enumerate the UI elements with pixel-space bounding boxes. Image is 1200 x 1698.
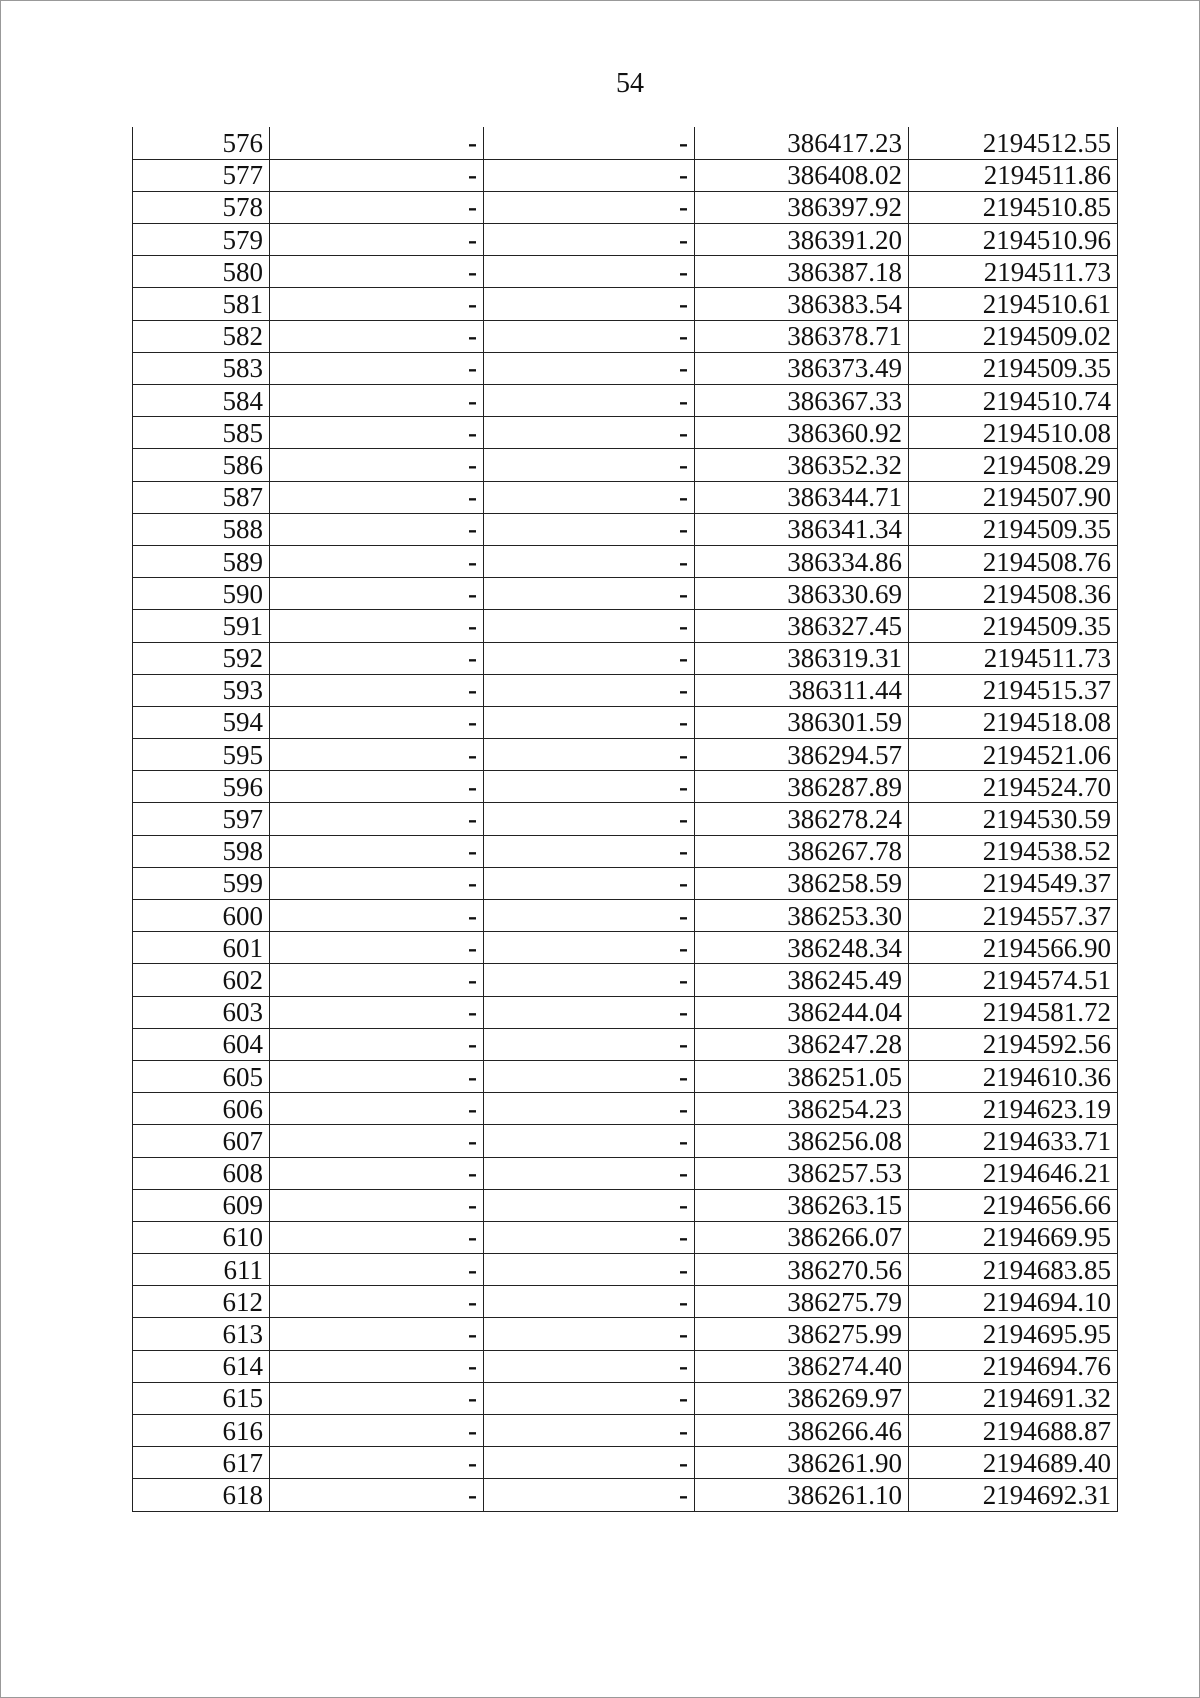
- point-number-cell: 601: [133, 932, 270, 964]
- point-number-cell: 577: [133, 159, 270, 191]
- point-number-cell: 581: [133, 288, 270, 320]
- empty-value-cell: -: [484, 417, 695, 449]
- x-coordinate-cell: 386319.31: [695, 642, 909, 674]
- empty-value-cell: -: [484, 835, 695, 867]
- point-number-cell: 585: [133, 417, 270, 449]
- empty-value-cell: -: [270, 739, 484, 771]
- x-coordinate-cell: 386391.20: [695, 224, 909, 256]
- empty-value-cell: -: [484, 867, 695, 899]
- x-coordinate-cell: 386278.24: [695, 803, 909, 835]
- empty-value-cell: -: [270, 1060, 484, 1092]
- point-number-cell: 607: [133, 1125, 270, 1157]
- y-coordinate-cell: 2194508.76: [909, 545, 1118, 577]
- empty-value-cell: -: [484, 964, 695, 996]
- x-coordinate-cell: 386275.99: [695, 1318, 909, 1350]
- empty-value-cell: -: [484, 191, 695, 223]
- empty-value-cell: -: [484, 610, 695, 642]
- point-number-cell: 618: [133, 1479, 270, 1511]
- table-row: [133, 352, 1118, 384]
- table-row: [133, 739, 1118, 771]
- page-number: 54: [616, 68, 644, 99]
- table-row: [133, 320, 1118, 352]
- empty-value-cell: -: [270, 513, 484, 545]
- empty-value-cell: -: [484, 1479, 695, 1511]
- y-coordinate-cell: 2194574.51: [909, 964, 1118, 996]
- x-coordinate-cell: 386378.71: [695, 320, 909, 352]
- empty-value-cell: -: [270, 932, 484, 964]
- y-coordinate-cell: 2194592.56: [909, 1028, 1118, 1060]
- empty-value-cell: -: [484, 159, 695, 191]
- y-coordinate-cell: 2194689.40: [909, 1447, 1118, 1479]
- table-row: [133, 159, 1118, 191]
- empty-value-cell: -: [484, 1060, 695, 1092]
- table-row: [133, 1318, 1118, 1350]
- empty-value-cell: -: [484, 642, 695, 674]
- y-coordinate-cell: 2194518.08: [909, 706, 1118, 738]
- x-coordinate-cell: 386397.92: [695, 191, 909, 223]
- empty-value-cell: -: [484, 1189, 695, 1221]
- point-number-cell: 606: [133, 1093, 270, 1125]
- y-coordinate-cell: 2194511.73: [909, 642, 1118, 674]
- empty-value-cell: -: [270, 224, 484, 256]
- y-coordinate-cell: 2194510.08: [909, 417, 1118, 449]
- empty-value-cell: -: [484, 256, 695, 288]
- empty-value-cell: -: [484, 545, 695, 577]
- empty-value-cell: -: [270, 417, 484, 449]
- point-number-cell: 613: [133, 1318, 270, 1350]
- empty-value-cell: -: [270, 803, 484, 835]
- point-number-cell: 593: [133, 674, 270, 706]
- x-coordinate-cell: 386311.44: [695, 674, 909, 706]
- point-number-cell: 603: [133, 996, 270, 1028]
- y-coordinate-cell: 2194691.32: [909, 1382, 1118, 1414]
- y-coordinate-cell: 2194530.59: [909, 803, 1118, 835]
- empty-value-cell: -: [270, 771, 484, 803]
- y-coordinate-cell: 2194511.86: [909, 159, 1118, 191]
- point-number-cell: 609: [133, 1189, 270, 1221]
- y-coordinate-cell: 2194633.71: [909, 1125, 1118, 1157]
- empty-value-cell: -: [270, 1318, 484, 1350]
- point-number-cell: 588: [133, 513, 270, 545]
- table-row: [133, 706, 1118, 738]
- x-coordinate-cell: 386334.86: [695, 545, 909, 577]
- empty-value-cell: -: [270, 610, 484, 642]
- y-coordinate-cell: 2194524.70: [909, 771, 1118, 803]
- point-number-cell: 602: [133, 964, 270, 996]
- table-row: [133, 996, 1118, 1028]
- point-number-cell: 611: [133, 1254, 270, 1286]
- x-coordinate-cell: 386352.32: [695, 449, 909, 481]
- x-coordinate-cell: 386253.30: [695, 900, 909, 932]
- empty-value-cell: -: [484, 803, 695, 835]
- table-row: [133, 578, 1118, 610]
- point-number-cell: 604: [133, 1028, 270, 1060]
- empty-value-cell: -: [270, 835, 484, 867]
- y-coordinate-cell: 2194695.95: [909, 1318, 1118, 1350]
- y-coordinate-cell: 2194515.37: [909, 674, 1118, 706]
- table-row: [133, 964, 1118, 996]
- table-row: [133, 288, 1118, 320]
- y-coordinate-cell: 2194694.10: [909, 1286, 1118, 1318]
- table-row: [133, 191, 1118, 223]
- table-row: [133, 1125, 1118, 1157]
- coordinates-table-body: [133, 127, 1118, 1511]
- empty-value-cell: -: [484, 932, 695, 964]
- empty-value-cell: -: [270, 674, 484, 706]
- point-number-cell: 614: [133, 1350, 270, 1382]
- table-row: [133, 803, 1118, 835]
- x-coordinate-cell: 386251.05: [695, 1060, 909, 1092]
- empty-value-cell: -: [270, 996, 484, 1028]
- empty-value-cell: -: [484, 578, 695, 610]
- empty-value-cell: -: [270, 1157, 484, 1189]
- empty-value-cell: -: [484, 1318, 695, 1350]
- empty-value-cell: -: [270, 1189, 484, 1221]
- x-coordinate-cell: 386275.79: [695, 1286, 909, 1318]
- point-number-cell: 578: [133, 191, 270, 223]
- x-coordinate-cell: 386257.53: [695, 1157, 909, 1189]
- x-coordinate-cell: 386341.34: [695, 513, 909, 545]
- y-coordinate-cell: 2194549.37: [909, 867, 1118, 899]
- y-coordinate-cell: 2194646.21: [909, 1157, 1118, 1189]
- empty-value-cell: -: [270, 1221, 484, 1253]
- empty-value-cell: -: [484, 320, 695, 352]
- empty-value-cell: -: [484, 1254, 695, 1286]
- table-row: [133, 610, 1118, 642]
- y-coordinate-cell: 2194538.52: [909, 835, 1118, 867]
- y-coordinate-cell: 2194683.85: [909, 1254, 1118, 1286]
- x-coordinate-cell: 386373.49: [695, 352, 909, 384]
- y-coordinate-cell: 2194509.02: [909, 320, 1118, 352]
- x-coordinate-cell: 386294.57: [695, 739, 909, 771]
- x-coordinate-cell: 386263.15: [695, 1189, 909, 1221]
- empty-value-cell: -: [484, 706, 695, 738]
- point-number-cell: 617: [133, 1447, 270, 1479]
- point-number-cell: 591: [133, 610, 270, 642]
- empty-value-cell: -: [484, 739, 695, 771]
- table-row: [133, 1157, 1118, 1189]
- empty-value-cell: -: [270, 1479, 484, 1511]
- table-row: [133, 1382, 1118, 1414]
- point-number-cell: 598: [133, 835, 270, 867]
- y-coordinate-cell: 2194656.66: [909, 1189, 1118, 1221]
- x-coordinate-cell: 386344.71: [695, 481, 909, 513]
- empty-value-cell: -: [270, 127, 484, 159]
- y-coordinate-cell: 2194694.76: [909, 1350, 1118, 1382]
- point-number-cell: 580: [133, 256, 270, 288]
- point-number-cell: 592: [133, 642, 270, 674]
- x-coordinate-cell: 386274.40: [695, 1350, 909, 1382]
- point-number-cell: 590: [133, 578, 270, 610]
- point-number-cell: 595: [133, 739, 270, 771]
- y-coordinate-cell: 2194509.35: [909, 352, 1118, 384]
- x-coordinate-cell: 386261.90: [695, 1447, 909, 1479]
- x-coordinate-cell: 386244.04: [695, 996, 909, 1028]
- x-coordinate-cell: 386383.54: [695, 288, 909, 320]
- table-row: [133, 1093, 1118, 1125]
- empty-value-cell: -: [270, 449, 484, 481]
- table-row: [133, 1028, 1118, 1060]
- empty-value-cell: -: [484, 1221, 695, 1253]
- point-number-cell: 615: [133, 1382, 270, 1414]
- point-number-cell: 600: [133, 900, 270, 932]
- y-coordinate-cell: 2194508.36: [909, 578, 1118, 610]
- point-number-cell: 579: [133, 224, 270, 256]
- empty-value-cell: -: [270, 964, 484, 996]
- table-row: [133, 449, 1118, 481]
- empty-value-cell: -: [270, 1093, 484, 1125]
- empty-value-cell: -: [484, 1286, 695, 1318]
- point-number-cell: 610: [133, 1221, 270, 1253]
- y-coordinate-cell: 2194508.29: [909, 449, 1118, 481]
- table-row: [133, 545, 1118, 577]
- y-coordinate-cell: 2194692.31: [909, 1479, 1118, 1511]
- x-coordinate-cell: 386387.18: [695, 256, 909, 288]
- point-number-cell: 586: [133, 449, 270, 481]
- empty-value-cell: -: [484, 1415, 695, 1447]
- y-coordinate-cell: 2194688.87: [909, 1415, 1118, 1447]
- point-number-cell: 599: [133, 867, 270, 899]
- x-coordinate-cell: 386367.33: [695, 385, 909, 417]
- empty-value-cell: -: [484, 1447, 695, 1479]
- empty-value-cell: -: [484, 1157, 695, 1189]
- empty-value-cell: -: [270, 352, 484, 384]
- empty-value-cell: -: [270, 1447, 484, 1479]
- point-number-cell: 616: [133, 1415, 270, 1447]
- x-coordinate-cell: 386254.23: [695, 1093, 909, 1125]
- x-coordinate-cell: 386258.59: [695, 867, 909, 899]
- x-coordinate-cell: 386266.46: [695, 1415, 909, 1447]
- y-coordinate-cell: 2194509.35: [909, 513, 1118, 545]
- table-row: [133, 385, 1118, 417]
- table-row: [133, 1350, 1118, 1382]
- empty-value-cell: -: [484, 1382, 695, 1414]
- x-coordinate-cell: 386248.34: [695, 932, 909, 964]
- empty-value-cell: -: [270, 578, 484, 610]
- point-number-cell: 584: [133, 385, 270, 417]
- y-coordinate-cell: 2194566.90: [909, 932, 1118, 964]
- point-number-cell: 576: [133, 127, 270, 159]
- table-row: [133, 771, 1118, 803]
- table-row: [133, 867, 1118, 899]
- table-row: [133, 256, 1118, 288]
- y-coordinate-cell: 2194581.72: [909, 996, 1118, 1028]
- empty-value-cell: -: [484, 996, 695, 1028]
- table-row: [133, 900, 1118, 932]
- empty-value-cell: -: [484, 127, 695, 159]
- y-coordinate-cell: 2194510.85: [909, 191, 1118, 223]
- y-coordinate-cell: 2194510.74: [909, 385, 1118, 417]
- table-row: [133, 1060, 1118, 1092]
- empty-value-cell: -: [270, 256, 484, 288]
- point-number-cell: 587: [133, 481, 270, 513]
- table-row: [133, 481, 1118, 513]
- x-coordinate-cell: 386256.08: [695, 1125, 909, 1157]
- x-coordinate-cell: 386301.59: [695, 706, 909, 738]
- table-row: [133, 932, 1118, 964]
- point-number-cell: 582: [133, 320, 270, 352]
- empty-value-cell: -: [484, 449, 695, 481]
- x-coordinate-cell: 386360.92: [695, 417, 909, 449]
- empty-value-cell: -: [270, 545, 484, 577]
- empty-value-cell: -: [484, 1093, 695, 1125]
- empty-value-cell: -: [270, 706, 484, 738]
- table-row: [133, 1479, 1118, 1511]
- empty-value-cell: -: [270, 159, 484, 191]
- table-row: [133, 642, 1118, 674]
- x-coordinate-cell: 386266.07: [695, 1221, 909, 1253]
- table-row: [133, 674, 1118, 706]
- empty-value-cell: -: [270, 1350, 484, 1382]
- x-coordinate-cell: 386408.02: [695, 159, 909, 191]
- empty-value-cell: -: [484, 352, 695, 384]
- point-number-cell: 583: [133, 352, 270, 384]
- empty-value-cell: -: [484, 771, 695, 803]
- point-number-cell: 597: [133, 803, 270, 835]
- x-coordinate-cell: 386417.23: [695, 127, 909, 159]
- empty-value-cell: -: [270, 1028, 484, 1060]
- empty-value-cell: -: [484, 513, 695, 545]
- x-coordinate-cell: 386327.45: [695, 610, 909, 642]
- y-coordinate-cell: 2194610.36: [909, 1060, 1118, 1092]
- x-coordinate-cell: 386247.28: [695, 1028, 909, 1060]
- x-coordinate-cell: 386245.49: [695, 964, 909, 996]
- table-row: [133, 224, 1118, 256]
- x-coordinate-cell: 386287.89: [695, 771, 909, 803]
- y-coordinate-cell: 2194510.61: [909, 288, 1118, 320]
- empty-value-cell: -: [484, 1125, 695, 1157]
- empty-value-cell: -: [270, 481, 484, 513]
- x-coordinate-cell: 386267.78: [695, 835, 909, 867]
- table-row: [133, 1189, 1118, 1221]
- empty-value-cell: -: [270, 1415, 484, 1447]
- empty-value-cell: -: [484, 1028, 695, 1060]
- y-coordinate-cell: 2194623.19: [909, 1093, 1118, 1125]
- empty-value-cell: -: [270, 900, 484, 932]
- table-row: [133, 1254, 1118, 1286]
- empty-value-cell: -: [270, 1254, 484, 1286]
- y-coordinate-cell: 2194509.35: [909, 610, 1118, 642]
- y-coordinate-cell: 2194557.37: [909, 900, 1118, 932]
- point-number-cell: 608: [133, 1157, 270, 1189]
- empty-value-cell: -: [484, 1350, 695, 1382]
- empty-value-cell: -: [484, 674, 695, 706]
- empty-value-cell: -: [270, 385, 484, 417]
- empty-value-cell: -: [484, 481, 695, 513]
- y-coordinate-cell: 2194512.55: [909, 127, 1118, 159]
- empty-value-cell: -: [484, 224, 695, 256]
- y-coordinate-cell: 2194510.96: [909, 224, 1118, 256]
- table-row: [133, 835, 1118, 867]
- x-coordinate-cell: 386261.10: [695, 1479, 909, 1511]
- y-coordinate-cell: 2194669.95: [909, 1221, 1118, 1253]
- empty-value-cell: -: [270, 867, 484, 899]
- table-row: [133, 417, 1118, 449]
- point-number-cell: 612: [133, 1286, 270, 1318]
- empty-value-cell: -: [270, 191, 484, 223]
- x-coordinate-cell: 386270.56: [695, 1254, 909, 1286]
- point-number-cell: 605: [133, 1060, 270, 1092]
- table-row: [133, 1221, 1118, 1253]
- table-row: [133, 1447, 1118, 1479]
- y-coordinate-cell: 2194507.90: [909, 481, 1118, 513]
- table-row: [133, 1286, 1118, 1318]
- x-coordinate-cell: 386269.97: [695, 1382, 909, 1414]
- empty-value-cell: -: [484, 385, 695, 417]
- table-row: [133, 127, 1118, 159]
- empty-value-cell: -: [484, 900, 695, 932]
- point-number-cell: 594: [133, 706, 270, 738]
- empty-value-cell: -: [270, 320, 484, 352]
- x-coordinate-cell: 386330.69: [695, 578, 909, 610]
- coordinates-table: [132, 127, 1118, 1512]
- table-row: [133, 1415, 1118, 1447]
- y-coordinate-cell: 2194511.73: [909, 256, 1118, 288]
- empty-value-cell: -: [270, 642, 484, 674]
- table-row: [133, 513, 1118, 545]
- empty-value-cell: -: [270, 288, 484, 320]
- point-number-cell: 589: [133, 545, 270, 577]
- empty-value-cell: -: [484, 288, 695, 320]
- point-number-cell: 596: [133, 771, 270, 803]
- empty-value-cell: -: [270, 1286, 484, 1318]
- empty-value-cell: -: [270, 1382, 484, 1414]
- empty-value-cell: -: [270, 1125, 484, 1157]
- y-coordinate-cell: 2194521.06: [909, 739, 1118, 771]
